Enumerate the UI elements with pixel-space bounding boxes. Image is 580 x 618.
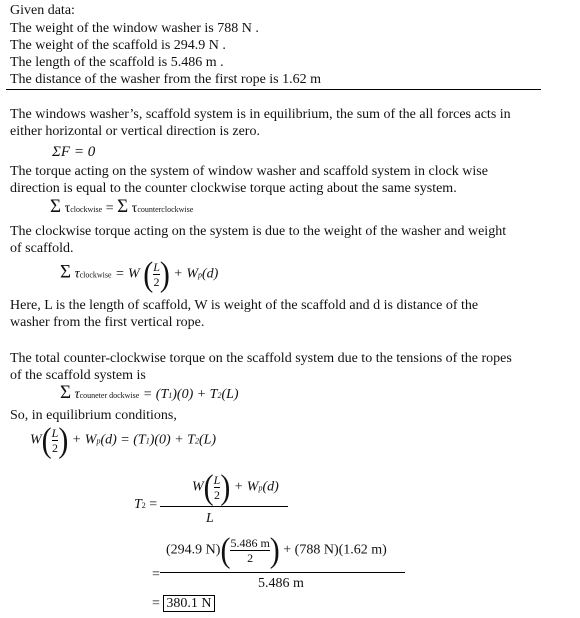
numeric-fraction-bar [160, 572, 405, 573]
numeric-denominator: 5.486 m [258, 576, 304, 591]
equation-torque-balance [50, 196, 194, 217]
equation-equilibrium: W( $\frac{L}{2}$ ) + Wp(d) = (T1)(0) + T2(L) [30, 420, 217, 459]
sum-symbol: Σ [50, 196, 62, 217]
tau-symbol: τ [64, 201, 71, 216]
clockwise-subscript: clockwise [70, 205, 103, 214]
counterclockwise-subscript: couneter dockwise [79, 391, 140, 400]
half-length-fraction: $\frac{L}{2}$ [51, 426, 59, 455]
counterclockwise-subscript: counterclockwise [137, 205, 194, 214]
para6: So, in equilibrium conditions, [10, 408, 177, 423]
given-scaffold-length: The length of the scaffold is 5.486 m . [10, 55, 224, 70]
equals-sign: = [105, 201, 114, 216]
half-length-fraction: $\frac{L}{2}$ [213, 473, 221, 502]
equation-sum-force: ΣF = 0 [52, 144, 96, 160]
para2-line1: The torque acting on the system of window washer and scaffold system in clock wise [10, 164, 488, 179]
numeric-equals: = [152, 567, 160, 582]
result-value: 380.1 N [163, 595, 214, 612]
t2-lhs: T2 = [134, 497, 158, 512]
half-length-fraction: $\frac{L}{2}$ [153, 260, 160, 289]
given-divider [6, 89, 541, 90]
weight-term: = W [115, 266, 140, 282]
t2-denominator: L [206, 511, 214, 526]
given-scaffold-weight: The weight of the scaffold is 294.9 N . [10, 38, 226, 53]
tau-symbol: τ [74, 266, 80, 282]
t2-numerator: W( $\frac{L}{2}$ ) + Wp(d) [192, 467, 279, 506]
given-washer-weight: The weight of the window washer is 788 N . [10, 21, 259, 36]
tau-symbol: τ [74, 387, 80, 402]
para4-line2: washer from the first vertical rope. [10, 315, 205, 330]
result-line: = 380.1 N [152, 596, 215, 612]
sum-symbol: Σ [60, 261, 72, 283]
para3-line2: of scaffold. [10, 241, 74, 256]
given-heading: Given data: [10, 3, 75, 18]
para5-line2: of the scaffold system is [10, 368, 146, 383]
para3-line1: The clockwise torque acting on the system is due to the weight of the washer and weight [10, 224, 507, 239]
para5-line1: The total counter-clockwise torque on the scaffold system due to the tensions of the ropes [10, 351, 512, 366]
clockwise-subscript: clockwise [79, 270, 112, 280]
para2-line2: direction is equal to the counter clockwise torque acting about the same system. [10, 181, 457, 196]
sum-symbol: Σ [60, 382, 72, 403]
para1-line2: either horizontal or vertical direction is zero. [10, 124, 260, 139]
numeric-numerator: (294.9 N)( $\frac{5.486 m}{2}$ ) + (788 N)(1.62 m) [166, 530, 387, 569]
para4-line1: Here, L is the length of scaffold, W is weight of the scaffold and d is distance of the [10, 298, 479, 313]
equation-clockwise-torque: Σ τclockwise = W ( $\frac{L}{2}$ ) + Wp(d) [60, 254, 219, 293]
given-washer-distance: The distance of the washer from the first rope is 1.62 m [10, 72, 322, 87]
para1-line1: The windows washer’s, scaffold system is in equilibrium, the sum of the all forces acts in [10, 107, 511, 122]
sum-symbol: Σ [117, 196, 129, 217]
washer-term: + W [173, 266, 198, 282]
half-length-fraction: $\frac{5.486 m}{2}$ [230, 536, 270, 565]
t2-fraction-bar [160, 506, 288, 507]
equation-counterclockwise-torque: Σ τcouneter dockwise = (T1)(0) + T2(L) [60, 382, 239, 403]
tau-symbol: τ [131, 201, 138, 216]
